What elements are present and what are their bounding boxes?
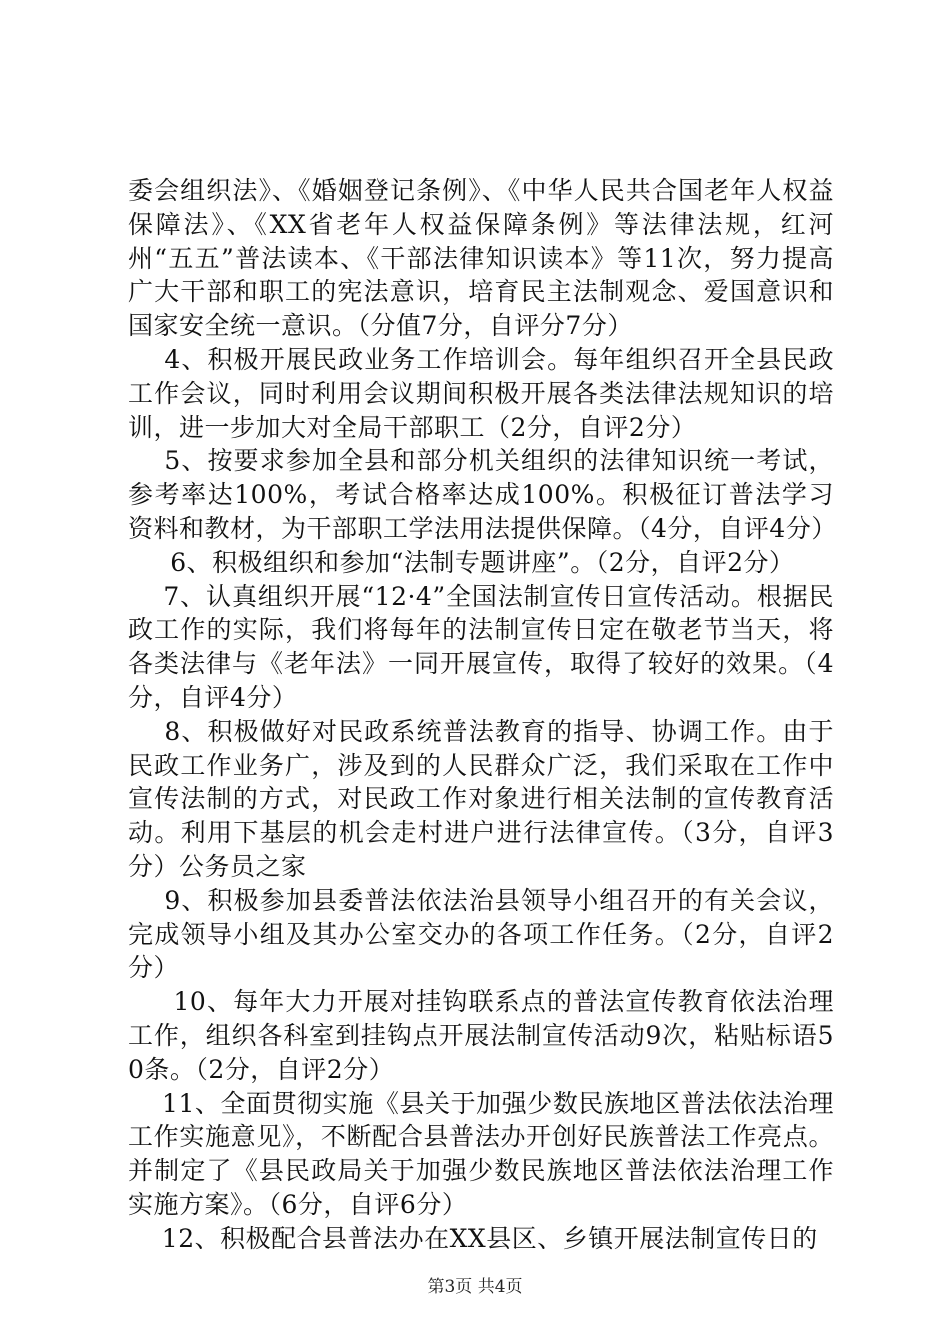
paragraph-item-10: 10、每年大力开展对挂钩联系点的普法宣传教育依法治理工作，组织各科室到挂钩点开展法制宣传活动9次，粘贴标语50条。（2分，自评2分） <box>128 987 834 1084</box>
paragraph-item-4: 4、积极开展民政业务工作培训会。每年组织召开全县民政工作会议，同时利用会议期间积极开展各类法律法规知识的培训，进一步加大对全局干部职工（2分，自评2分） <box>128 344 834 442</box>
paragraph-item-12: 12、积极配合县普法办在XX县区、乡镇开展法制宣传日的 <box>128 1223 818 1253</box>
paragraph-item-5: 5、按要求参加全县和部分机关组织的法律知识统一考试，参考率达100%，考试合格率达成100%。积极征订普法学习资料和教材，为干部职工学法用法提供保障。（4分，自评4分） <box>128 446 837 543</box>
paragraph-item-8: 8、积极做好对民政系统普法教育的指导、协调工作。由于民政工作业务广，涉及到的人民群众广泛，我们采取在工作中宣传法制的方式，对民政工作对象进行相关法制的宣传教育活动。利用下基层的机会走村进户进行法律宣传。（3分，自评3分）公务员之家 <box>128 716 834 881</box>
paragraph-continuation: 委会组织法》、《婚姻登记条例》、《中华人民共合国老年人权益保障法》、《XX省老年人权益保障条例》等法律法规，红河州“五五”普法读本、《干部法律知识读本》等11次，努力提高广大干部和职工的宪法意识，培育民主法制观念、爱国意识和国家安全统一意识。（分值7分，自评分7分） <box>128 176 834 341</box>
paragraph-item-6: 6、积极组织和参加“法制专题讲座”。（2分，自评2分） <box>128 547 795 577</box>
paragraph-item-11: 11、全面贯彻实施《县关于加强少数民族地区普法依法治理工作实施意见》，不断配合县普法办开创好民族普法工作亮点。并制定了《县民政局关于加强少数民族地区普法依法治理工作实施方案》。（6分，自评6分） <box>128 1088 834 1219</box>
document-body <box>128 174 837 1256</box>
paragraph-item-9: 9、积极参加县委普法依法治县领导小组召开的有关会议，完成领导小组及其办公室交办的各项工作任务。（2分，自评2分） <box>128 885 834 983</box>
paragraph-item-7: 7、认真组织开展“12·4”全国法制宣传日宣传活动。根据民政工作的实际，我们将每年的法制宣传日定在敬老节当天，将各类法律与《老年法》一同开展宣传，取得了较好的效果。（4分，自评4分） <box>128 581 834 712</box>
page-number-footer: 第3页 共4页 <box>427 1277 523 1297</box>
